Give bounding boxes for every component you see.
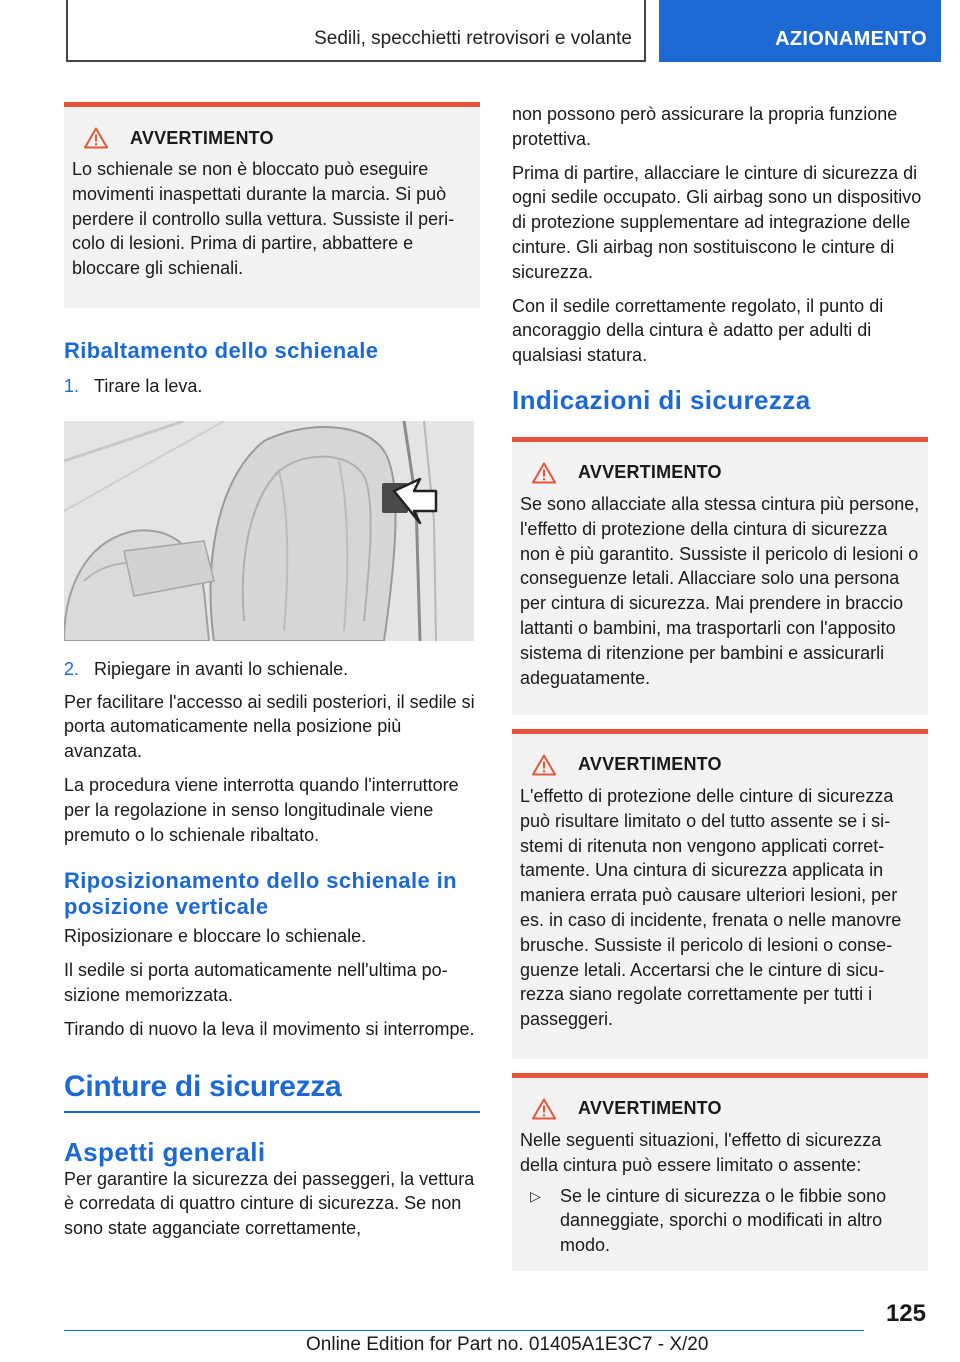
step-text: Ripiegare in avanti lo schienale. xyxy=(94,658,349,679)
paragraph-reposition: Riposizionare e bloccare lo schienale. xyxy=(64,926,367,947)
triangle-bullet-icon: ▷ xyxy=(530,1187,541,1204)
warning-text: L'effetto di protezione delle cinture di sicurezza può risultare limitato o del tutto assente se i sistemi di ritenuta non vengono applicati correttamente. Una cintura di sicurezza applicata in maniera errata può causare ulteriori lesioni, per es. in caso di incidente, frenata o nelle manovre brusche. Sussiste il pericolo di lesioni o conseguenze letali. Accertarsi che le cinture di sicurezza siano regolate correttamente per tutti i passeggeri. xyxy=(520,785,902,1030)
warning-box-limited-effect xyxy=(512,1073,928,1271)
warning-title: AVVERTIMENTO xyxy=(130,127,274,148)
warning-title: AVVERTIMENTO xyxy=(578,754,722,775)
warning-title: AVVERTIMENTO xyxy=(578,1098,722,1119)
paragraph-protection: non possono però assicurare la propria funzione protettiva. xyxy=(512,104,898,149)
seat-lever-illustration xyxy=(64,421,474,641)
step-1 xyxy=(64,374,480,399)
header-chapter-tab xyxy=(659,0,941,62)
paragraph-general: Per garantire la sicurezza dei passeggeri, la vettura è corredata di quattro cinture di sicurezza. Se non sono state agganciate correttamente, xyxy=(64,1168,475,1239)
warning-triangle-icon xyxy=(532,1098,556,1120)
warning-triangle-icon xyxy=(532,462,556,484)
heading-cinture: Cinture di sicurezza xyxy=(64,1069,480,1113)
warning-title: AVVERTIMENTO xyxy=(578,462,722,483)
step-text: Tirare la leva. xyxy=(94,376,203,396)
bullet-text: Se le cinture di sicurezza o le fibbie sono danneggiate, sporchi o modificati in altro modo. xyxy=(560,1185,887,1256)
footer-edition: Online Edition for Part no. 01405A1E3C7 - X/20 xyxy=(306,1334,709,1355)
left-column xyxy=(64,102,480,1250)
heading-riposizionamento: Riposizionamento dello schienale in posizione verticale xyxy=(64,868,457,920)
warning-box-backrest xyxy=(64,102,480,308)
warning-triangle-icon xyxy=(84,127,108,149)
warning-header xyxy=(72,127,472,149)
heading-indicazioni: Indicazioni di sicurezza xyxy=(512,384,811,415)
seat-lever-image xyxy=(64,421,474,641)
paragraph-easy-access: Per facilitare l'accesso ai sedili posteriori, il sedile si porta automaticamente nella posizione più avanzata. xyxy=(64,691,475,762)
warning-text: Lo schienale se non è bloccato può eseguire movimenti inaspettati durante la marcia. Si può perdere il controllo sulla vettura. Sussiste il pericolo di lesioni. Prima di partire, abbattere e bloccare gli schienali. xyxy=(72,159,455,279)
page-number: 125 xyxy=(885,1300,926,1327)
header-section-box xyxy=(66,0,646,62)
footer-divider xyxy=(64,1330,864,1331)
paragraph-stop: Tirando di nuovo la leva il movimento si interrompe. xyxy=(64,1018,475,1039)
warning-box-restraint xyxy=(512,729,928,1059)
header-section-title: Sedili, specchietti retrovisori e volante xyxy=(314,28,632,49)
step-2 xyxy=(64,657,480,682)
bullet-item xyxy=(520,1184,920,1258)
warning-header xyxy=(520,1098,920,1120)
paragraph-fasten: Prima di partire, allacciare le cinture di sicurezza di ogni sedile occupato. Gli airbag sono un dispositivo di protezione supplementare ad integrazione delle cinture. Gli airbag non sostituiscono le cinture di sicurezza. xyxy=(512,162,922,282)
warning-header xyxy=(520,754,920,776)
warning-text: Nelle seguenti situazioni, l'effetto di sicurezza della cintura può essere limitato o assente: xyxy=(520,1129,882,1175)
paragraph-interrupt: La procedura viene interrotta quando l'interruttore per la regolazione in senso longitudinale viene premuto o lo schienale ribaltato. xyxy=(64,774,459,845)
paragraph-memory: Il sedile si porta automaticamente nell'ultima posizione memorizzata. xyxy=(64,960,448,1005)
step-number: 2. xyxy=(64,658,80,679)
heading-ribaltamento: Ribaltamento dello schienale xyxy=(64,338,379,363)
warning-box-multiple-persons xyxy=(512,437,928,715)
paragraph-anchor: Con il sedile correttamente regolato, il punto di ancoraggio della cintura è adatto per adulti di qualsiasi statura. xyxy=(512,295,884,366)
header-chapter-title: AZIONAMENTO xyxy=(775,28,927,50)
step-number: 1. xyxy=(64,376,80,396)
warning-text: Se sono allacciate alla stessa cintura più persone, l'effetto di protezione della cintura di sicurezza non è più garantito. Sussiste il pericolo di lesioni o conseguenze letali. Allacciare solo una persona per cintura di sicurezza. Mai prendere in braccio lattanti o bambini, ma trasportarli con l'apposito sistema di ritenzione per bambini e assicurarli adeguatamente. xyxy=(520,493,920,688)
warning-triangle-icon xyxy=(532,754,556,776)
heading-aspetti-generali: Aspetti generali xyxy=(64,1136,266,1167)
right-column xyxy=(512,102,928,1271)
warning-header xyxy=(520,462,920,484)
